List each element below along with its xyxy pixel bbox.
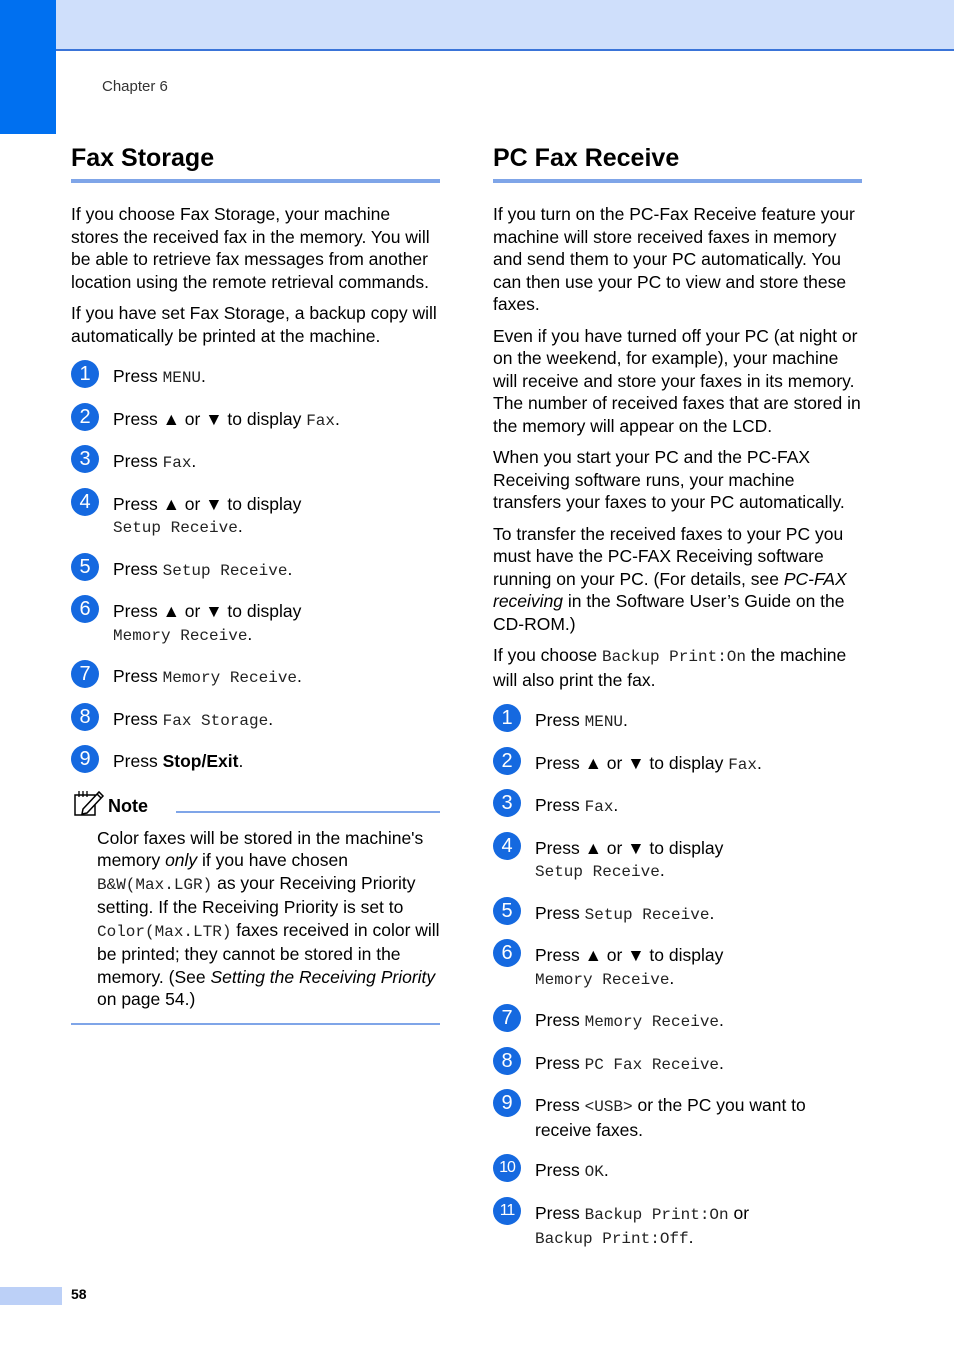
menu-code: Fax Storage: [162, 711, 269, 730]
step-number-badge: 10: [493, 1154, 521, 1182]
menu-code: MENU: [584, 713, 624, 731]
paragraph-part: To transfer the received faxes to your PC you must have the PC-FAX Receiving software running on your PC. (For details, see: [493, 523, 844, 589]
step-text: Press ▲ or ▼ to display: [535, 945, 724, 965]
header-band: [0, 0, 954, 51]
step-text: .: [287, 558, 293, 579]
paragraph-part: in the Software User’s Guide on the CD-ROM.): [493, 591, 845, 634]
step-number-badge: 9: [493, 1089, 521, 1117]
menu-code: Setup Receive: [162, 561, 288, 580]
menu-code: Fax: [306, 411, 335, 430]
step-item: [493, 1094, 862, 1141]
step-text: .: [719, 1010, 724, 1030]
step-number-badge: 7: [71, 660, 99, 688]
step-text: Press: [535, 1202, 585, 1223]
step-item: [71, 555, 440, 583]
step-number-badge: 6: [71, 595, 99, 623]
menu-code: Memory Receive: [162, 669, 298, 687]
step-text: .: [688, 1227, 694, 1247]
note-text: [71, 827, 440, 1011]
step-text: .: [623, 710, 628, 730]
note-text-part: faxes received in color will be printed; they cannot be stored in the memory. (See: [97, 919, 440, 987]
step-text: Press: [535, 1095, 585, 1115]
menu-code: Fax: [162, 454, 192, 472]
step-text: Press ▲ or ▼ to display: [113, 601, 302, 621]
step-text: .: [247, 623, 253, 644]
step-text: or the PC you want to receive faxes.: [535, 1095, 806, 1140]
step-number-badge: 5: [71, 553, 99, 581]
step-text: .: [613, 795, 619, 815]
note-pencil-icon: [73, 789, 105, 817]
menu-code: B&W(Max.LGR): [97, 875, 213, 894]
step-text: Press: [535, 902, 585, 923]
step-number-badge: 3: [71, 445, 99, 473]
step-item: [493, 749, 862, 777]
pc-fax-steps: [493, 709, 862, 1251]
step-text: .: [238, 751, 244, 771]
step-number-badge: 4: [493, 832, 521, 860]
note-reference-link: Setting the Receiving Priority: [210, 966, 436, 987]
step-number-badge: 4: [71, 488, 99, 516]
step-text: .: [191, 451, 197, 471]
step-text: .: [297, 666, 302, 686]
note-text-part: on page 54.): [97, 989, 196, 1009]
menu-code: Setup Receive: [113, 519, 238, 537]
step-text: .: [237, 516, 243, 536]
step-text: Press: [113, 366, 163, 386]
step-item: [71, 490, 440, 540]
menu-code: MENU: [162, 369, 202, 387]
note-text-part: as your Receiving Priority setting. If the Receiving Priority is set to: [97, 872, 416, 917]
step-text: .: [268, 708, 274, 729]
step-text: Press ▲ or ▼ to display: [113, 493, 302, 514]
pc-fax-start-text: When you start your PC and the PC-FAX Receiving software runs, your machine transfers your faxes to your PC automatically.: [493, 447, 845, 512]
menu-code: Memory Receive: [584, 1013, 720, 1031]
menu-code: Color(Max.LTR): [97, 922, 232, 941]
step-text: Press: [535, 795, 585, 815]
fax-storage-steps: [71, 365, 440, 773]
menu-code: Fax: [728, 755, 757, 774]
note-label: Note: [108, 795, 148, 816]
step-item: [71, 450, 440, 475]
pc-fax-backup-text: [493, 644, 862, 691]
menu-code: Backup Print:Off: [535, 1230, 689, 1248]
menu-code: Backup Print:On: [584, 1205, 729, 1224]
step-number-badge: 7: [493, 1004, 521, 1032]
fax-storage-section: [71, 140, 440, 1025]
step-text: .: [201, 366, 206, 386]
step-item: [71, 665, 440, 690]
step-text: .: [669, 967, 675, 988]
step-text: Press: [535, 1010, 585, 1030]
step-text: .: [709, 902, 715, 923]
pc-fax-intro: If you turn on the PC-Fax Receive feature your machine will store received faxes in memory and send them to your PC automatically. You can then use your PC to view and store these faxes.: [493, 204, 855, 314]
step-text: Press ▲ or ▼ to display: [535, 752, 729, 773]
key-label: Stop/Exit: [162, 751, 239, 771]
pc-fax-transfer-text: [493, 523, 862, 636]
step-number-badge: 1: [493, 704, 521, 732]
step-item: [71, 600, 440, 647]
step-number-badge: 9: [71, 745, 99, 773]
step-number-badge: 2: [71, 403, 99, 431]
step-item: [493, 1202, 862, 1251]
step-item: [493, 1009, 862, 1034]
fax-storage-title: Fax Storage: [71, 140, 440, 183]
step-text: Press: [113, 751, 163, 771]
step-item: [493, 834, 862, 884]
chapter-tab: [0, 0, 56, 134]
menu-code: Memory Receive: [113, 626, 248, 645]
menu-code: Backup Print:On: [601, 648, 746, 666]
step-text: .: [603, 1160, 609, 1180]
reference-link: PC-FAX receiving: [493, 568, 847, 611]
step-text: Press ▲ or ▼ to display: [535, 837, 724, 858]
step-number-badge: 1: [71, 360, 99, 388]
step-item: [493, 1049, 862, 1077]
menu-code: PC Fax Receive: [584, 1055, 720, 1074]
step-number-badge: 8: [493, 1047, 521, 1075]
menu-code: Setup Receive: [584, 905, 710, 924]
step-text: .: [335, 408, 340, 429]
step-text: Press: [113, 666, 163, 686]
page-number-tab: [0, 1287, 62, 1305]
step-item: [493, 899, 862, 927]
chapter-label: Chapter 6: [102, 78, 168, 95]
note-text-part: Color faxes will be stored in the machine's memory: [97, 827, 424, 870]
paragraph-part: If you choose: [493, 645, 602, 665]
step-text: Press ▲ or ▼ to display: [113, 408, 307, 429]
pc-fax-receive-section: [493, 140, 862, 1269]
step-item: [493, 709, 862, 734]
step-item: [493, 1159, 862, 1184]
step-text: .: [719, 1052, 724, 1073]
step-text: or: [728, 1202, 750, 1223]
paragraph-part: the machine will also print the fax.: [493, 645, 847, 690]
pc-fax-receive-title: PC Fax Receive: [493, 140, 862, 183]
step-number-badge: 3: [493, 789, 521, 817]
step-number-badge: 6: [493, 939, 521, 967]
note-end-divider: [71, 1023, 440, 1025]
step-item: [71, 405, 440, 433]
note-header: [71, 791, 440, 821]
step-text: Press: [113, 451, 163, 471]
menu-code: Memory Receive: [535, 970, 670, 989]
menu-code: <USB>: [584, 1098, 633, 1116]
step-number-badge: 8: [71, 703, 99, 731]
step-text: .: [659, 860, 665, 880]
step-text: .: [757, 752, 762, 773]
step-item: [71, 365, 440, 390]
step-text: Press: [535, 1052, 585, 1073]
step-number-badge: 5: [493, 897, 521, 925]
note-box: [71, 791, 440, 1025]
note-text-part: if you have chosen: [197, 850, 348, 870]
step-item: [493, 794, 862, 819]
menu-code: OK: [584, 1163, 604, 1181]
step-item: [71, 705, 440, 733]
step-text: Press: [113, 708, 163, 729]
step-text: Press: [535, 710, 585, 730]
fax-storage-intro: If you choose Fax Storage, your machine stores the received fax in the memory. You will be able to retrieve fax messages from another location using the remote retrieval commands.: [71, 204, 430, 292]
step-text: Press: [113, 558, 163, 579]
step-text: Press: [535, 1160, 585, 1180]
step-number-badge: 2: [493, 747, 521, 775]
page-number: 58: [71, 1286, 87, 1302]
step-number-badge: 11: [493, 1197, 521, 1225]
note-emphasis: only: [165, 850, 198, 870]
menu-code: Fax: [584, 798, 614, 816]
step-item: [493, 944, 862, 991]
note-divider: [176, 811, 440, 813]
fax-storage-backup-text: If you have set Fax Storage, a backup copy will automatically be printed at the machine.: [71, 303, 437, 346]
pc-fax-off-text: Even if you have turned off your PC (at night or on the weekend, for example), your machine will receive and store your faxes in its memory. The number of received faxes that are stored in the memory will appear on the LCD.: [493, 325, 861, 436]
menu-code: Setup Receive: [535, 863, 660, 881]
step-item: [71, 750, 440, 773]
